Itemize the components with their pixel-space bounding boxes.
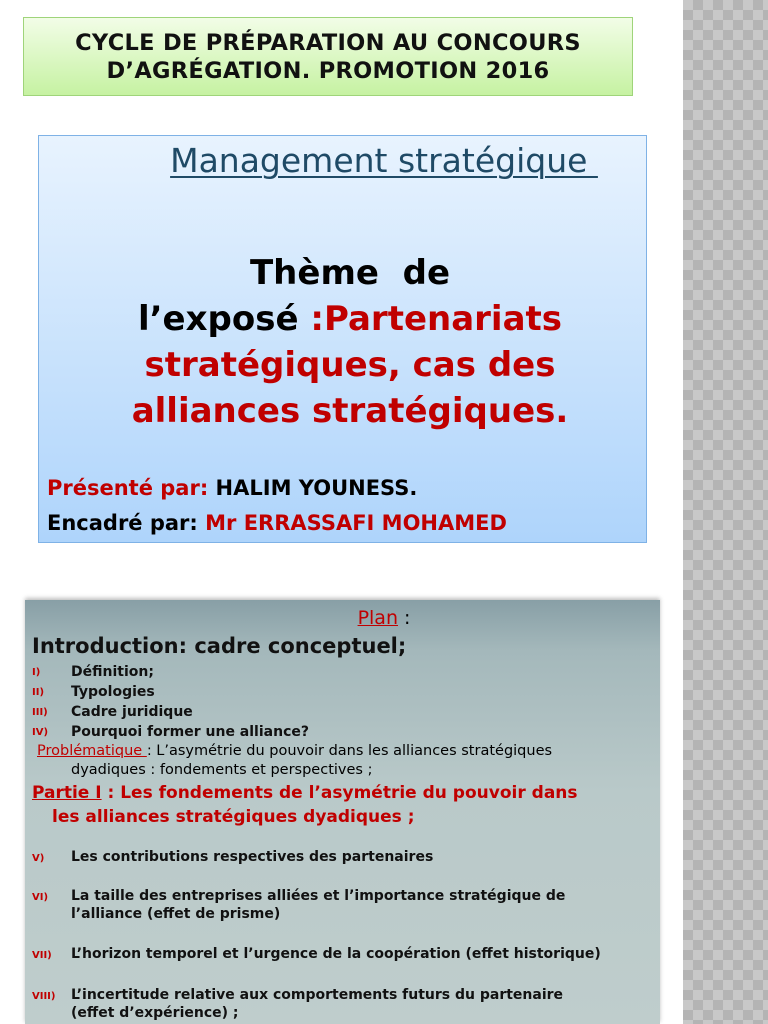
theme-value-2: stratégiques, cas des bbox=[144, 345, 556, 385]
list-number: III) bbox=[32, 707, 48, 718]
list-item-line-1: L’horizon temporel et l’urgence de la coopération (effet historique) bbox=[71, 946, 601, 962]
list-item bbox=[71, 945, 601, 963]
theme-label-1: Thème de bbox=[249, 253, 450, 293]
problem-label: Problématique bbox=[37, 743, 147, 759]
supervisor-label: Encadré par: bbox=[47, 511, 206, 535]
header-banner bbox=[23, 17, 633, 96]
course-title bbox=[67, 29, 589, 85]
list-item-line-1: L’incertitude relative aux comportements futurs du partenaire bbox=[71, 987, 564, 1003]
list-number: I) bbox=[32, 667, 41, 678]
list-number: IV) bbox=[32, 727, 49, 738]
list-item: Définition; bbox=[71, 664, 154, 680]
plan-introduction: Introduction: cadre conceptuel; bbox=[32, 634, 407, 658]
list-item bbox=[71, 848, 433, 866]
list-item-line-2: (effet d’expérience) ; bbox=[71, 1005, 239, 1021]
problem-statement bbox=[37, 742, 657, 780]
list-item-line-1: La taille des entreprises alliées et l’importance stratégique de bbox=[71, 888, 566, 904]
list-number: VI) bbox=[32, 892, 49, 903]
plan-heading-suffix: : bbox=[397, 607, 411, 629]
course-title-line-1: CYCLE DE PRÉPARATION AU CONCOURS bbox=[75, 29, 581, 56]
list-number: VIII) bbox=[32, 991, 56, 1002]
presentation-theme bbox=[95, 250, 605, 434]
part-one-text-1: : Les fondements de l’asymétrie du pouvoir dans bbox=[101, 783, 578, 803]
problem-text-2: dyadiques : fondements et perspectives ; bbox=[71, 762, 373, 778]
presenter-label: Présenté par: bbox=[47, 476, 216, 500]
list-item: Cadre juridique bbox=[71, 704, 193, 720]
list-number: II) bbox=[32, 687, 45, 698]
theme-value-3: alliances stratégiques. bbox=[131, 391, 569, 431]
list-item-line-2: l’alliance (effet de prisme) bbox=[71, 906, 281, 922]
course-title-line-2: D’AGRÉGATION. PROMOTION 2016 bbox=[106, 57, 550, 84]
theme-label-2: l’exposé bbox=[137, 299, 311, 339]
subject-title bbox=[0, 141, 768, 180]
part-one-text-2: les alliances stratégiques dyadiques ; bbox=[52, 807, 415, 827]
part-one-label: Partie I bbox=[32, 783, 102, 803]
list-item-line-1: Les contributions respectives des partenaires bbox=[71, 849, 434, 865]
subject-title-text: Management stratégique bbox=[170, 141, 598, 180]
plan-heading bbox=[0, 607, 768, 629]
list-item: Pourquoi former une alliance? bbox=[71, 724, 309, 740]
problem-text-1: : L’asymétrie du pouvoir dans les alliances stratégiques bbox=[146, 743, 553, 759]
supervisor-line bbox=[47, 511, 507, 535]
list-item: Typologies bbox=[71, 684, 155, 700]
plan-heading-word: Plan bbox=[357, 607, 398, 629]
supervisor-name: Mr ERRASSAFI MOHAMED bbox=[205, 511, 507, 535]
presenter-name: HALIM YOUNESS. bbox=[215, 476, 418, 500]
list-item bbox=[71, 887, 565, 923]
presenter-line bbox=[47, 476, 417, 500]
list-item bbox=[71, 986, 563, 1022]
part-one-heading bbox=[32, 781, 662, 829]
list-number: VII) bbox=[32, 950, 52, 961]
list-number: V) bbox=[32, 853, 45, 864]
theme-value-1: :Partenariats bbox=[310, 299, 563, 339]
